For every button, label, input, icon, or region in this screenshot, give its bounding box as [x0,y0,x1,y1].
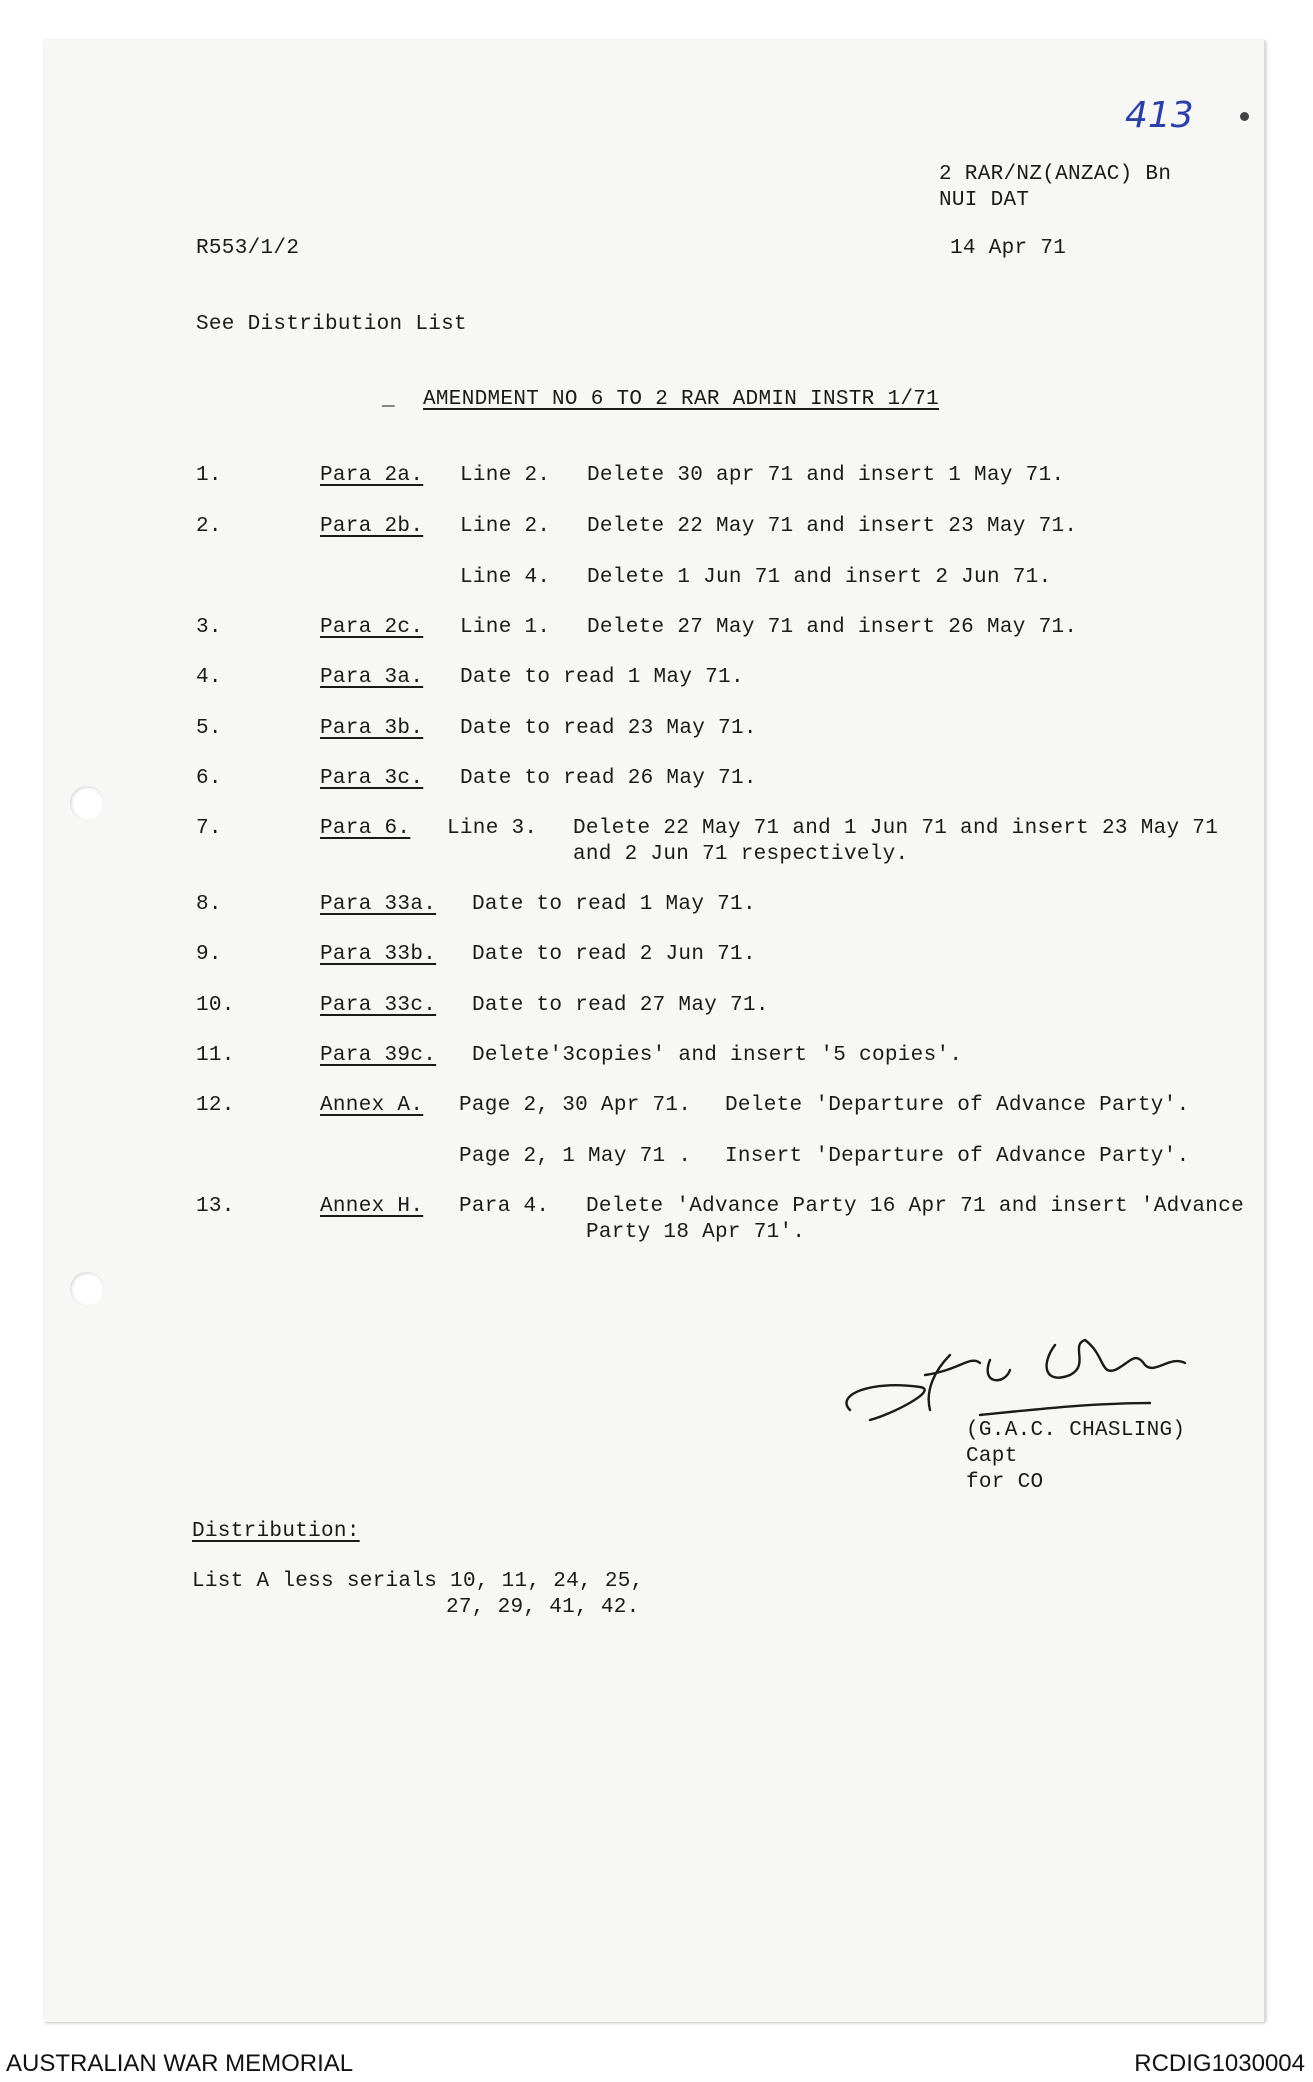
item-number: 3. [196,616,222,639]
punch-hole [70,786,104,820]
punch-hole [70,1272,104,1306]
item-paragraph: Para 2b. [320,515,424,538]
item-number: 6. [196,767,222,790]
underline-mark: _ [382,388,395,411]
item-line: Line 2. [460,464,551,487]
item-paragraph: Para 6. [320,817,411,840]
item-paragraph: Annex A. [320,1094,424,1117]
file-reference: R553/1/2 [196,237,300,260]
item-paragraph: Para 33a. [320,893,437,916]
item-number: 5. [196,717,222,740]
item-text-continued: and 2 Jun 71 respectively. [573,843,909,866]
footer-reference: RCDIG1030004 [1134,2050,1305,2077]
document-page [44,40,1265,2022]
item-number: 4. [196,666,222,689]
item-number: 12. [196,1094,235,1117]
item-text: Delete 30 apr 71 and insert 1 May 71. [587,464,1065,487]
item-line: Line 4. [460,566,551,589]
item-number: 8. [196,893,222,916]
location: NUI DAT [939,189,1030,212]
item-line: Page 2, 30 Apr 71. [459,1094,692,1117]
item-text: Date to read 26 May 71. [460,767,757,790]
item-paragraph: Para 3b. [320,717,424,740]
item-paragraph: Para 2a. [320,464,424,487]
item-number: 9. [196,943,222,966]
signatory-rank: Capt [966,1445,1018,1468]
item-text: Date to read 27 May 71. [472,994,769,1017]
item-paragraph: Annex H. [320,1195,424,1218]
signatory-for: for CO [966,1471,1044,1494]
addressee: See Distribution List [196,313,467,336]
item-paragraph: Para 3c. [320,767,424,790]
item-number: 7. [196,817,222,840]
item-text: Delete 1 Jun 71 and insert 2 Jun 71. [587,566,1052,589]
document-date: 14 Apr 71 [950,237,1067,260]
item-number: 2. [196,515,222,538]
item-line: Line 1. [460,616,551,639]
item-text: Date to read 2 Jun 71. [472,943,756,966]
unit-name: 2 RAR/NZ(ANZAC) Bn [939,163,1172,186]
staple-mark [1240,112,1249,121]
distribution-heading: Distribution: [192,1520,360,1543]
footer-archive: AUSTRALIAN WAR MEMORIAL [6,2050,354,2077]
item-text: Insert 'Departure of Advance Party'. [725,1145,1190,1168]
item-text: Delete 'Departure of Advance Party'. [725,1094,1190,1117]
page-title: AMENDMENT NO 6 TO 2 RAR ADMIN INSTR 1/71 [423,388,940,411]
item-text-continued: Party 18 Apr 71'. [586,1221,806,1244]
item-text: Date to read 1 May 71. [472,893,756,916]
item-paragraph: Para 2c. [320,616,424,639]
item-line: Page 2, 1 May 71 . [459,1145,692,1168]
item-paragraph: Para 33b. [320,943,437,966]
item-number: 11. [196,1044,235,1067]
item-text: Date to read 1 May 71. [460,666,744,689]
item-line: Para 4. [459,1195,550,1218]
item-line: Line 3. [447,817,538,840]
signatory-name: (G.A.C. CHASLING) [966,1419,1186,1442]
item-text: Delete 'Advance Party 16 Apr 71 and insert 'Advance [586,1195,1245,1218]
folio-number: 413 [1125,95,1194,136]
item-text: Delete 27 May 71 and insert 26 May 71. [587,616,1078,639]
item-number: 10. [196,994,235,1017]
item-paragraph: Para 3a. [320,666,424,689]
item-line: Line 2. [460,515,551,538]
item-text: Date to read 23 May 71. [460,717,757,740]
distribution-line-1: List A less serials 10, 11, 24, 25, [192,1570,644,1593]
item-text: Delete 22 May 71 and insert 23 May 71. [587,515,1078,538]
item-number: 13. [196,1195,235,1218]
item-paragraph: Para 39c. [320,1044,437,1067]
signature-text: G.A.C. Chasling [830,1315,840,1316]
item-number: 1. [196,464,222,487]
distribution-line-2: 27, 29, 41, 42. [446,1596,640,1619]
item-paragraph: Para 33c. [320,994,437,1017]
item-text: Delete 22 May 71 and 1 Jun 71 and insert 23 May 71 [573,817,1219,840]
signature [830,1315,1270,1435]
item-text: Delete'3copies' and insert '5 copies'. [472,1044,963,1067]
